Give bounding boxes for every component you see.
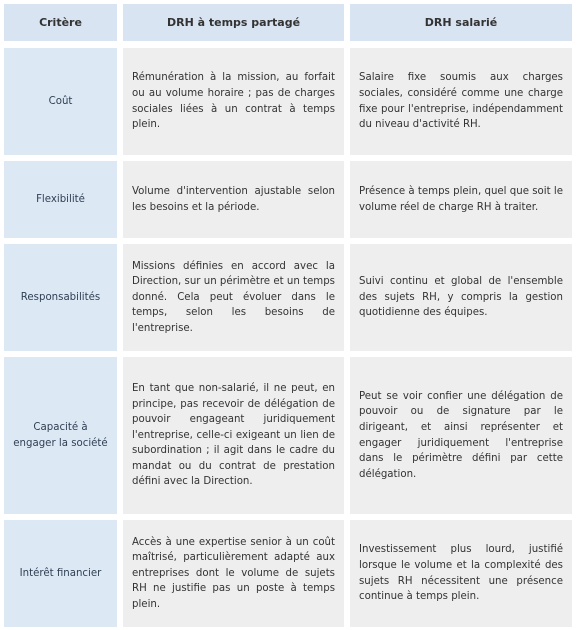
shared-hrd-cell: Accès à une expertise senior à un coût maîtrisé, particulièrement adapté aux entreprises dont le volume de sujets RH ne justifie pas un poste à temps plein. [123,520,344,627]
criterion-cell: Intérêt financier [4,520,117,627]
table-row-cout [4,48,572,155]
criterion-cell: Capacité à engager la société [4,357,117,514]
shared-hrd-cell: Volume d'intervention ajustable selon les besoins et la période. [123,161,344,238]
criterion-cell: Flexibilité [4,161,117,238]
table-row-responsabilites [4,244,572,351]
shared-hrd-cell: Rémunération à la mission, au forfait ou au volume horaire ; pas de charges sociales liées à un contrat à temps plein. [123,48,344,155]
header-criterion: Critère [4,4,117,41]
shared-hrd-cell: Missions définies en accord avec la Direction, sur un périmètre et un temps donné. Cela peut évoluer dans le temps, selon les besoins de l'entreprise. [123,244,344,351]
salaried-hrd-cell: Présence à temps plein, quel que soit le volume réel de charge RH à traiter. [350,161,572,238]
criterion-cell: Coût [4,48,117,155]
table-row-flexibilite [4,161,572,238]
table-row-capacite [4,357,572,514]
table-row-interet-financier [4,520,572,627]
salaried-hrd-cell: Peut se voir confier une délégation de pouvoir ou de signature par le dirigeant, et ainsi représenter et engager juridiquement l'entreprise dans le périmètre défini par cette délégation. [350,357,572,514]
header-salaried-hrd: DRH salarié [350,4,572,41]
salaried-hrd-cell: Investissement plus lourd, justifié lorsque le volume et la complexité des sujets RH nécessitent une présence continue à temps plein. [350,520,572,627]
salaried-hrd-cell: Suivi continu et global de l'ensemble des sujets RH, y compris la gestion quotidienne des équipes. [350,244,572,351]
header-shared-hrd: DRH à temps partagé [123,4,344,41]
criterion-cell: Responsabilités [4,244,117,351]
shared-hrd-cell: En tant que non-salarié, il ne peut, en principe, pas recevoir de délégation de pouvoir engageant juridiquement l'entreprise, celle-ci exigeant un lien de subordination ; il agit dans le cadre du mandat ou du contrat de prestation défini avec la Direction. [123,357,344,514]
salaried-hrd-cell: Salaire fixe soumis aux charges sociales, considéré comme une charge fixe pour l'entreprise, indépendamment du niveau d'activité RH. [350,48,572,155]
table-header-row [4,4,572,41]
